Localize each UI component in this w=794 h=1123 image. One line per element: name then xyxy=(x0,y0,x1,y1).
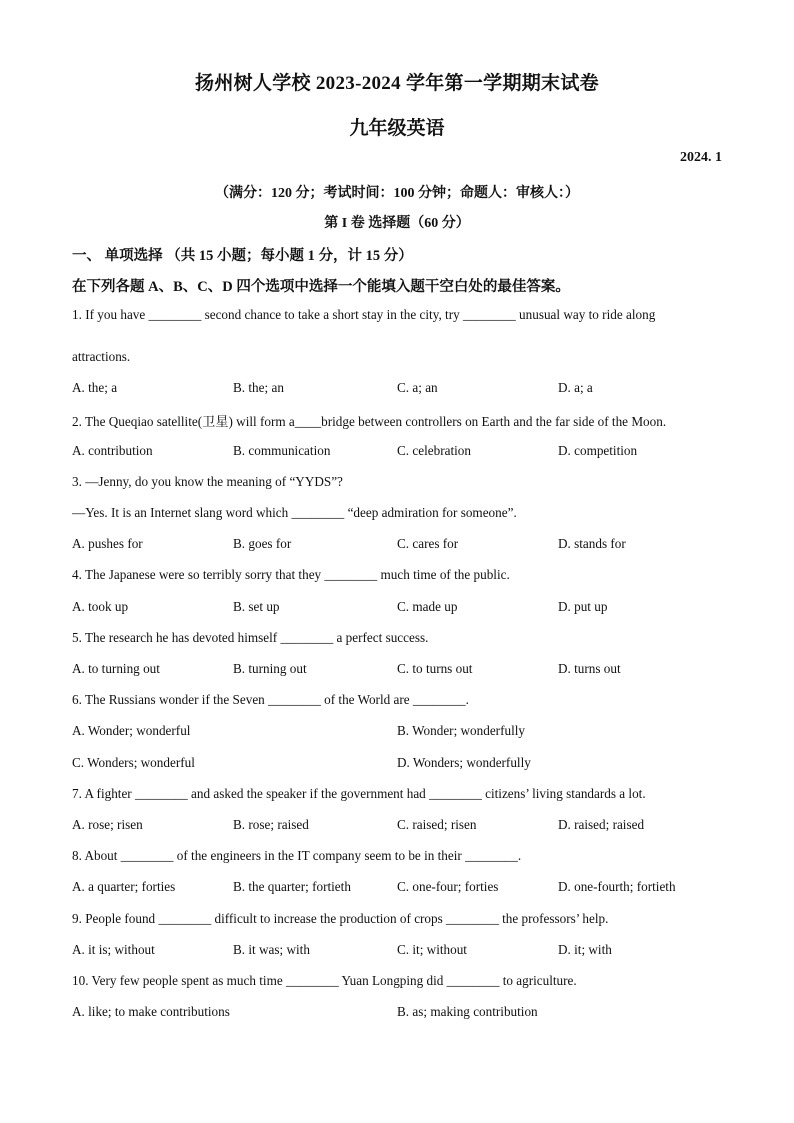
question-9-stem: 9. People found ________ difficult to increase the production of crops ________ the professors’ help. xyxy=(72,911,609,926)
question-6-option-a: A. Wonder; wonderful xyxy=(72,723,191,738)
question-3-option-c: C. cares for xyxy=(397,536,459,551)
question-4-stem: 4. The Japanese were so terribly sorry that they ________ much time of the public. xyxy=(72,567,510,582)
question-3-option-a: A. pushes for xyxy=(72,536,143,551)
question-9-option-d: D. it; with xyxy=(558,942,612,957)
exam-title: 扬州树人学校 2023-2024 学年第一学期期末试卷 xyxy=(195,73,599,94)
question-7-stem: 7. A fighter ________ and asked the speaker if the government had ________ citizens’ living standards a lot. xyxy=(72,786,646,801)
question-5-option-b: B. turning out xyxy=(233,661,307,676)
question-3-stem: 3. —Jenny, do you know the meaning of “YYDS”? xyxy=(72,474,343,489)
section-heading: 一、 单项选择 （共 15 小题；每小题 1 分，计 15 分） xyxy=(72,248,413,264)
question-6-stem: 6. The Russians wonder if the Seven ________ of the World are ________. xyxy=(72,692,469,707)
question-3-option-d: D. stands for xyxy=(558,536,626,551)
exam-date: 2024. 1 xyxy=(680,150,722,165)
exam-info: （满分：120 分；考试时间：100 分钟；命题人：审核人：） xyxy=(215,186,579,201)
question-2-option-c: C. celebration xyxy=(397,443,471,458)
question-9-option-c: C. it; without xyxy=(397,942,467,957)
question-1-option-c: C. a; an xyxy=(397,380,438,395)
question-10-option-a: A. like; to make contributions xyxy=(72,1004,230,1019)
question-7-option-c: C. raised; risen xyxy=(397,817,477,832)
question-5-stem: 5. The research he has devoted himself ________ a perfect success. xyxy=(72,630,429,645)
question-9-option-b: B. it was; with xyxy=(233,942,310,957)
question-10-option-b: B. as; making contribution xyxy=(397,1004,538,1019)
question-8-option-a: A. a quarter; forties xyxy=(72,879,176,894)
question-1-stem: 1. If you have ________ second chance to take a short stay in the city, try ________ unusual way to ride along xyxy=(72,307,656,322)
question-6-option-c: C. Wonders; wonderful xyxy=(72,755,195,770)
question-8-option-b: B. the quarter; fortieth xyxy=(233,879,351,894)
question-7-option-d: D. raised; raised xyxy=(558,817,645,832)
question-4-option-a: A. took up xyxy=(72,599,129,614)
question-1-option-d: D. a; a xyxy=(558,380,593,395)
question-5-option-d: D. turns out xyxy=(558,661,621,676)
question-1-option-b: B. the; an xyxy=(233,380,284,395)
question-2-option-b: B. communication xyxy=(233,443,331,458)
exam-subtitle: 九年级英语 xyxy=(349,118,445,139)
question-9-option-a: A. it is; without xyxy=(72,942,155,957)
question-8-option-d: D. one-fourth; fortieth xyxy=(558,879,676,894)
question-3-stem-cont: —Yes. It is an Internet slang word which ________ “deep admiration for someone”. xyxy=(72,505,517,520)
question-3-option-b: B. goes for xyxy=(233,536,292,551)
question-4-option-b: B. set up xyxy=(233,599,280,614)
question-4-option-c: C. made up xyxy=(397,599,458,614)
question-8-option-c: C. one-four; forties xyxy=(397,879,499,894)
question-6-option-b: B. Wonder; wonderfully xyxy=(397,723,525,738)
section-instruction: 在下列各题 A、B、C、D 四个选项中选择一个能填入题干空白处的最佳答案。 xyxy=(72,279,570,295)
question-1-stem-cont: attractions. xyxy=(72,349,131,364)
question-5-option-a: A. to turning out xyxy=(72,661,160,676)
question-2-stem: 2. The Queqiao satellite(卫星) will form a____bridge between controllers on Earth and the far side of the Moon. xyxy=(72,414,667,429)
question-4-option-d: D. put up xyxy=(558,599,608,614)
part-heading: 第 I 卷 选择题（60 分） xyxy=(324,216,470,231)
question-7-option-a: A. rose; risen xyxy=(72,817,143,832)
question-2-option-a: A. contribution xyxy=(72,443,153,458)
question-1-option-a: A. the; a xyxy=(72,380,118,395)
question-8-stem: 8. About ________ of the engineers in the IT company seem to be in their ________. xyxy=(72,848,522,863)
question-10-stem: 10. Very few people spent as much time ________ Yuan Longping did ________ to agriculture. xyxy=(72,973,577,988)
question-5-option-c: C. to turns out xyxy=(397,661,473,676)
question-6-option-d: D. Wonders; wonderfully xyxy=(397,755,531,770)
question-7-option-b: B. rose; raised xyxy=(233,817,309,832)
question-2-option-d: D. competition xyxy=(558,443,638,458)
